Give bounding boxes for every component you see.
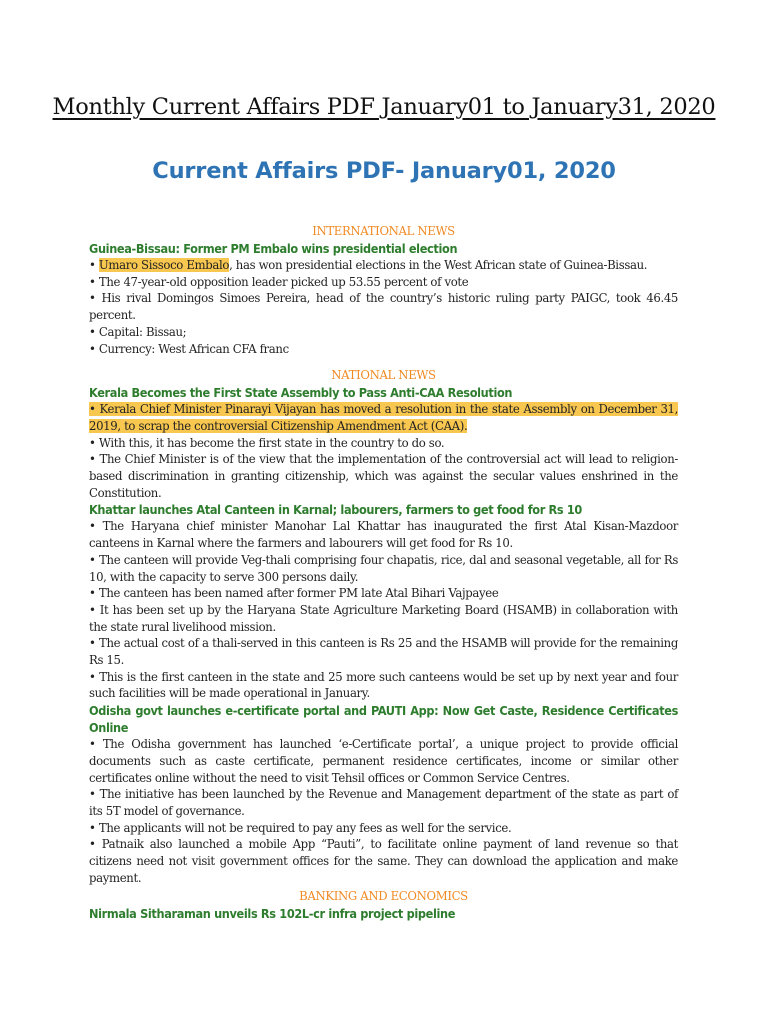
section-label-national: NATIONAL NEWS — [331, 368, 436, 383]
article-title-kerala: Kerala Becomes the First State Assembly to Pass Anti-CAA Resolution — [89, 385, 513, 401]
bullet: • The Haryana chief minister Manohar Lal Khattar has inaugurated the first Atal Kisan-Mazdoor canteens in Karnal where the farmers and labourers will get food for Rs 10. — [89, 519, 678, 551]
bullet: • The applicants will not be required to pay any fees as well for the service. — [89, 820, 512, 835]
bullet — [89, 401, 678, 434]
bullet: • It has been set up by the Haryana State Agriculture Marketing Board (HSAMB) in collaboration with the state rural livelihood mission. — [89, 602, 678, 634]
section-label-international: INTERNATIONAL NEWS — [312, 224, 455, 238]
bullet: • The canteen has been named after former PM late Atal Bihari Vajpayee — [89, 586, 499, 601]
article-title-infra-pipeline: Nirmala Sitharaman unveils Rs 102L-cr infra project pipeline — [89, 905, 456, 921]
bullet: • The 47-year-old opposition leader picked up 53.55 percent of vote — [89, 274, 469, 289]
article-bullets-kerala — [89, 401, 678, 501]
highlighted-text-body: Kerala Chief Minister Pinarayi Vijayan has moved a resolution in the state Assembly on December 31, 2019, to scrap the controversial Citizenship Amendment Act (CAA). — [89, 402, 678, 433]
bullet: • The initiative has been launched by the Revenue and Management department of the state as part of its 5T model of governance. — [89, 787, 678, 818]
bullet: • Patnaik also launched a mobile App “Pauti”, to facilitate online payment of land revenue so that citizens need not visit government offices for the same. They can download the application and make payment. — [89, 837, 678, 885]
document-title: Monthly Current Affairs PDF January01 to January31, 2020 — [52, 94, 716, 120]
bullet: • This is the first canteen in the state and 25 more such canteens would be set up by next year and four such facilities will be made operational in January. — [89, 669, 678, 701]
bullet: • Umaro Sissoco Embalo, has won presidential elections in the West African state of Guinea-Bissau. — [89, 258, 648, 272]
document-body — [89, 222, 678, 922]
article-bullets-atal-canteen — [89, 518, 678, 702]
bullet: • Capital: Bissau; — [89, 324, 187, 339]
section-label-banking: BANKING AND ECONOMICS — [299, 888, 468, 903]
bullet: • The Odisha government has launched ‘e-Certificate portal’, a unique project to provide official documents such as caste certificate, permanent residence certificates, income or similar other certificates online without the need to visit Tehsil offices or Common Service Centres. — [89, 737, 678, 785]
highlighted-text: • Kerala Chief Minister Pinarayi Vijayan has moved a resolution in the state Assembly on December 31, 2019, to scrap the controversial Citizenship Amendment Act (CAA). — [89, 402, 678, 433]
bullet: • The Chief Minister is of the view that the implementation of the controversial act will lead to religion-based discrimination in granting citizenship, which was against the secular values enshrined in the Constitution. — [89, 452, 678, 500]
article-bullets-odisha-ecertificate — [89, 736, 678, 886]
bullet: • The canteen will provide Veg-thali comprising four chapatis, rice, dal and seasonal vegetable, all for Rs 10, with the capacity to serve 300 persons daily. — [89, 552, 678, 584]
article-title-odisha-ecertificate: Odisha govt launches e-certificate portal and PAUTI App: Now Get Caste, Residence Certificates Online — [89, 703, 678, 736]
day-heading: Current Affairs PDF- January01, 2020 — [152, 158, 616, 184]
bullet-text: , has won presidential elections in the West African state of Guinea-Bissau. — [229, 258, 648, 272]
highlighted-text: Umaro Sissoco Embalo — [98, 258, 230, 272]
bullet: • Currency: West African CFA franc — [89, 341, 289, 356]
article-bullets-guinea-bissau — [89, 257, 678, 357]
article-title-guinea-bissau: Guinea-Bissau: Former PM Embalo wins presidential election — [89, 241, 458, 256]
bullet: • The actual cost of a thali-served in this canteen is Rs 25 and the HSAMB will provide for the remaining Rs 15. — [89, 636, 678, 668]
bullet: • With this, it has become the first state in the country to do so. — [89, 435, 445, 450]
bullet: • His rival Domingos Simoes Pereira, head of the country’s historic ruling party PAIGC, took 46.45 percent. — [89, 291, 678, 323]
article-title-atal-canteen: Khattar launches Atal Canteen in Karnal; labourers, farmers to get food for Rs 10 — [89, 502, 582, 518]
